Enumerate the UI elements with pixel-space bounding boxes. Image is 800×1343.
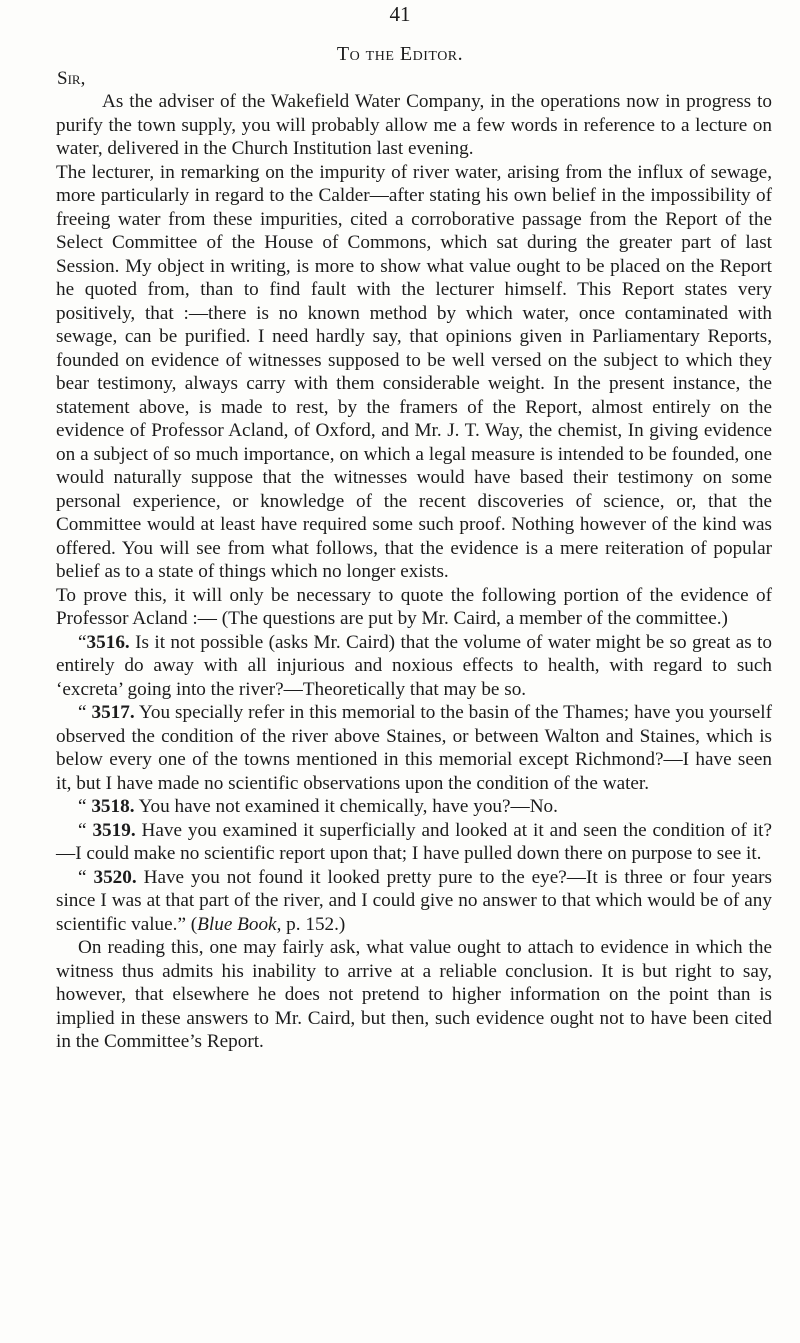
citation-open: ( bbox=[190, 913, 198, 935]
question-3519: “ 3519. Have you examined it superficially and looked at it and seen the condition of it?—I could make no scientific report upon that; I have pulled down there on purpose to see it. bbox=[56, 819, 772, 864]
salutation: Sir, bbox=[57, 68, 86, 89]
question-number: 3518. bbox=[91, 796, 135, 817]
question-text: Have you examined it superficially and looked at it and seen the condition of it?—I could make no scientific report upon that; I have pulled down there on purpose to see it. bbox=[56, 819, 772, 864]
question-number: 3517. bbox=[91, 702, 135, 723]
question-number: 3520. bbox=[93, 866, 137, 888]
question-3516: “3516. Is it not possible (asks Mr. Caird) that the volume of water might be so great as to entirely do away with all injurious and noxious effects to health, with regard to such ‘excreta’ going into the river?—Theoretically that may be so. bbox=[56, 631, 772, 700]
question-number: 3519. bbox=[92, 819, 136, 841]
question-text: You specially refer in this memorial to the basin of the Thames; have you yourself observed the condition of the river above Staines, or between Walton and Staines, which is below every one of the towns mentioned in this memorial except Richmond?—I have seen it, but I have made no scientific observations upon the condition of the water. bbox=[56, 702, 772, 794]
paragraph-evidence-intro: To prove this, it will only be necessary to quote the following portion of the evidence of Professor Acland :— (The questions are put by Mr. Caird, a member of the committee.) bbox=[56, 584, 772, 629]
citation-rest: , p. 152.) bbox=[276, 913, 346, 935]
letter-heading: To the Editor. bbox=[336, 43, 464, 65]
question-3520: “ 3520. Have you not found it looked pretty pure to the eye?—It is three or four years since I was at that part of the river, and I could give no answer to that which would be of any scientific value.” (Blue Book, p. 152.) bbox=[56, 866, 772, 935]
question-number: 3516. bbox=[86, 631, 130, 653]
page-number: 41 bbox=[389, 2, 411, 26]
question-text: Is it not possible (asks Mr. Caird) that the volume of water might be so great as to entirely do away with all injurious and noxious effects to health, with regard to such ‘excreta’ going into the river?—Theoretically that may be so. bbox=[56, 631, 772, 700]
letter-body bbox=[56, 90, 772, 1054]
question-text: Have you not found it looked pretty pure to the eye?—It is three or four years since I was at that part of the river, and I could give no answer to that which would be of any scientific value.” bbox=[56, 866, 772, 935]
question-text: You have not examined it chemically, have you?—No. bbox=[138, 796, 558, 817]
paragraph-intro: As the adviser of the Wakefield Water Company, in the operations now in progress to purify the town supply, you will probably allow me a few words in reference to a lecture on water, delivered in the Church Institution last evening. bbox=[56, 91, 772, 159]
paragraph-lecture: The lecturer, in remarking on the impurity of river water, arising from the influx of sewage, more particularly in regard to the Calder—after stating his own belief in the impossibility of freeing water from these impurities, cited a corroborative passage from the Report of the Select Committee of the House of Commons, which sat during the greater part of last Session. My object in writing, is more to show what value ought to be placed on the Report he quoted from, than to find fault with the lecturer himself. This Report states very positively, that :—there is no known method by which water, once contaminated with sewage, can be purified. I need hardly say, that opinions given in Parliamentary Reports, founded on evidence of witnesses supposed to be well versed on the subject to which they bear testimony, always carry with them considerable weight. In the present instance, the statement above, is made to rest, by the framers of the Report, almost entirely on the evidence of Professor Acland, of Oxford, and Mr. J. T. Way, the chemist, In giving evidence on a subject of so much importance, on which a legal measure is intended to be founded, one would naturally suppose that the witnesses would have based their testimony on some personal experience, or knowledge of the recent discoveries of science, or, that the Committee would at least have required some such proof. Nothing however of the kind was offered. You will see from what follows, that the evidence is a mere reiteration of popular belief as to a state of things which no longer exists. bbox=[56, 161, 772, 582]
paragraph-closing: On reading this, one may fairly ask, what value ought to attach to evidence in which the witness thus admits his inability to arrive at a reliable conclusion. It is but right to say, however, that elsewhere he does not pretend to higher information on the point than is implied in these answers to Mr. Caird, but then, such evidence ought not to have been cited in the Committee’s Report. bbox=[56, 937, 772, 1052]
citation-title: Blue Book bbox=[197, 913, 277, 935]
question-3517: “ 3517. You specially refer in this memorial to the basin of the Thames; have you yourself observed the condition of the river above Staines, or between Walton and Staines, which is below every one of the towns mentioned in this memorial except Richmond?—I have seen it, but I have made no scientific observations upon the condition of the water. bbox=[56, 702, 772, 794]
question-3518: “ 3518. You have not examined it chemically, have you?—No. bbox=[78, 796, 558, 817]
